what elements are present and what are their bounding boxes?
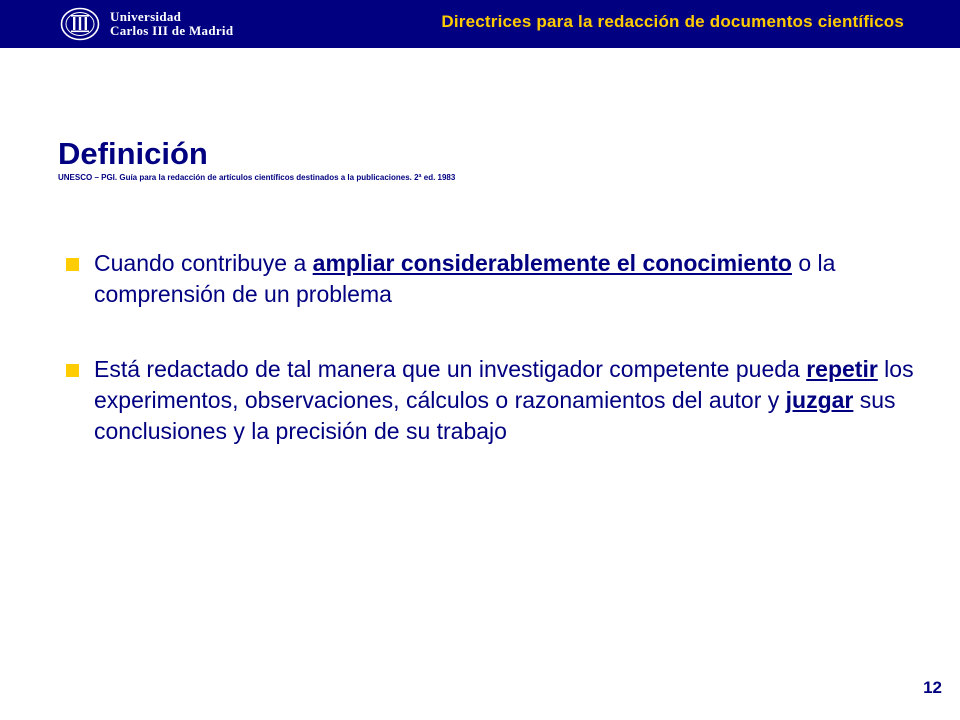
square-bullet-icon — [66, 364, 79, 377]
source-citation: UNESCO – PGI. Guía para la redacción de artículos científicos destinados a la publicaciones. 2ª ed. 1983 — [58, 173, 456, 182]
bullet-text: Está redactado de tal manera que un investigador competente pueda — [94, 356, 807, 382]
bullet-text: o la comprensión de un problema — [94, 250, 836, 307]
university-name — [110, 10, 233, 38]
bullet-item — [66, 248, 926, 310]
bullet-text: sus conclusiones y la precisión de su trabajo — [94, 387, 896, 444]
emphasis-text: ampliar considerablemente el conocimiento — [312, 250, 792, 276]
bullet-text: Cuando contribuye a — [94, 250, 313, 276]
page-number: 12 — [923, 678, 942, 697]
bullet-list — [66, 248, 926, 447]
header-title: Directrices para la redacción de documentos científicos — [441, 12, 904, 31]
emphasis-text: juzgar — [785, 387, 854, 413]
logo-line-2: Carlos III de Madrid — [110, 23, 234, 38]
header-bar — [0, 0, 960, 48]
emphasis-text: repetir — [806, 356, 878, 382]
logo-line-1: Universidad — [110, 9, 182, 24]
university-logo — [60, 7, 233, 41]
university-seal-icon — [60, 7, 100, 41]
square-bullet-icon — [66, 258, 79, 271]
slide-title: Definición — [58, 136, 208, 171]
bullet-item — [66, 354, 926, 447]
bullet-text: los experimentos, observaciones, cálculos o razonamientos del autor y — [94, 356, 914, 413]
